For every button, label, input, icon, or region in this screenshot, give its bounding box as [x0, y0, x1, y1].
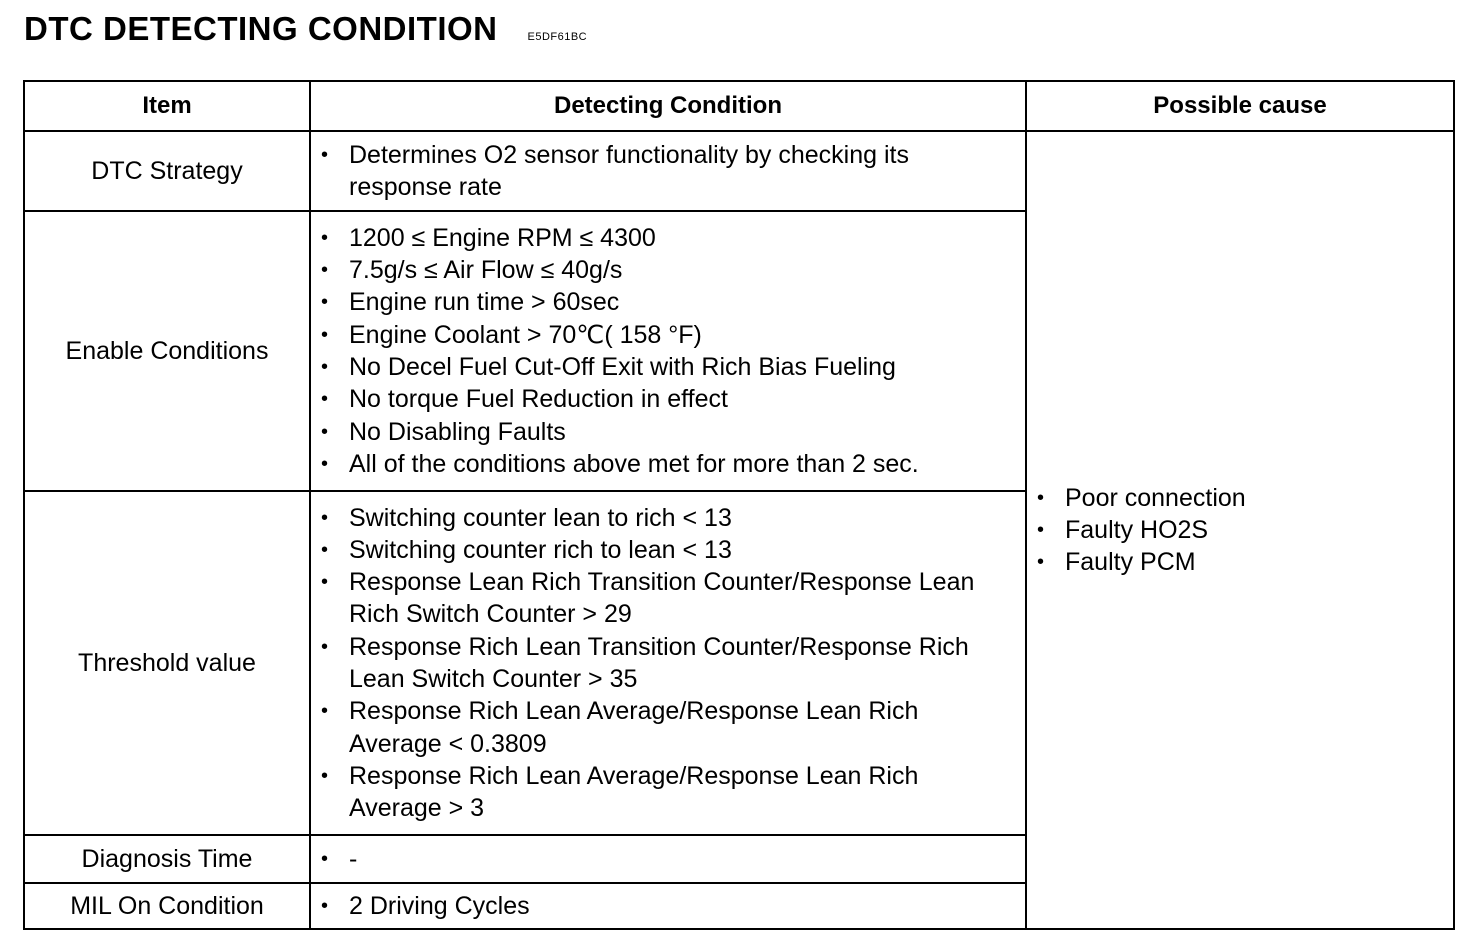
condition-item: • -: [349, 843, 1015, 875]
column-header-possible-cause: Possible cause: [1026, 81, 1454, 131]
condition-item: • Determines O2 sensor functionality by checking its response rate: [349, 139, 965, 204]
condition-item: • No torque Fuel Reduction in effect: [349, 383, 1015, 415]
row-label-threshold-value: Threshold value: [24, 491, 310, 835]
dtc-strategy-conditions: [310, 131, 1026, 211]
column-header-detecting-condition: Detecting Condition: [310, 81, 1026, 131]
title-row: [24, 10, 587, 50]
page-title: DTC DETECTING CONDITION: [24, 10, 498, 47]
document-code: E5DF61BC: [527, 31, 588, 43]
condition-item: • Switching counter lean to rich < 13: [349, 502, 995, 534]
possible-cause-item: • Faulty HO2S: [1065, 514, 1443, 546]
table-row-dtc-strategy: [24, 131, 1454, 211]
condition-item: • Response Rich Lean Transition Counter/Response Rich Lean Switch Counter > 35: [349, 631, 995, 696]
condition-item: • 2 Driving Cycles: [349, 890, 1015, 922]
condition-item: • 7.5g/s ≤ Air Flow ≤ 40g/s: [349, 254, 1015, 286]
diagnosis-time-value: [310, 835, 1026, 883]
mil-on-condition-value: [310, 883, 1026, 929]
condition-item: • 1200 ≤ Engine RPM ≤ 4300: [349, 222, 1015, 254]
condition-item: • Response Lean Rich Transition Counter/Response Lean Rich Switch Counter > 29: [349, 566, 995, 631]
condition-item: • Response Rich Lean Average/Response Lean Rich Average > 3: [349, 760, 995, 825]
possible-cause-item: • Faulty PCM: [1065, 546, 1443, 578]
condition-item: • All of the conditions above met for more than 2 sec.: [349, 448, 1015, 480]
column-header-item: Item: [24, 81, 310, 131]
condition-item: • No Decel Fuel Cut-Off Exit with Rich Bias Fueling: [349, 351, 1015, 383]
dtc-condition-table: [23, 80, 1455, 930]
possible-cause-cell: [1026, 131, 1454, 929]
condition-item: • No Disabling Faults: [349, 416, 1015, 448]
row-label-dtc-strategy: DTC Strategy: [24, 131, 310, 211]
possible-cause-item: • Poor connection: [1065, 482, 1443, 514]
table-header-row: [24, 81, 1454, 131]
row-label-diagnosis-time: Diagnosis Time: [24, 835, 310, 883]
enable-conditions-list: [310, 211, 1026, 491]
threshold-value-list: [310, 491, 1026, 835]
condition-item: • Engine Coolant > 70℃( 158 °F): [349, 319, 1015, 351]
condition-item: • Response Rich Lean Average/Response Lean Rich Average < 0.3809: [349, 695, 995, 760]
condition-item: • Engine run time > 60sec: [349, 286, 1015, 318]
condition-item: • Switching counter rich to lean < 13: [349, 534, 995, 566]
row-label-mil-on-condition: MIL On Condition: [24, 883, 310, 929]
row-label-enable-conditions: Enable Conditions: [24, 211, 310, 491]
